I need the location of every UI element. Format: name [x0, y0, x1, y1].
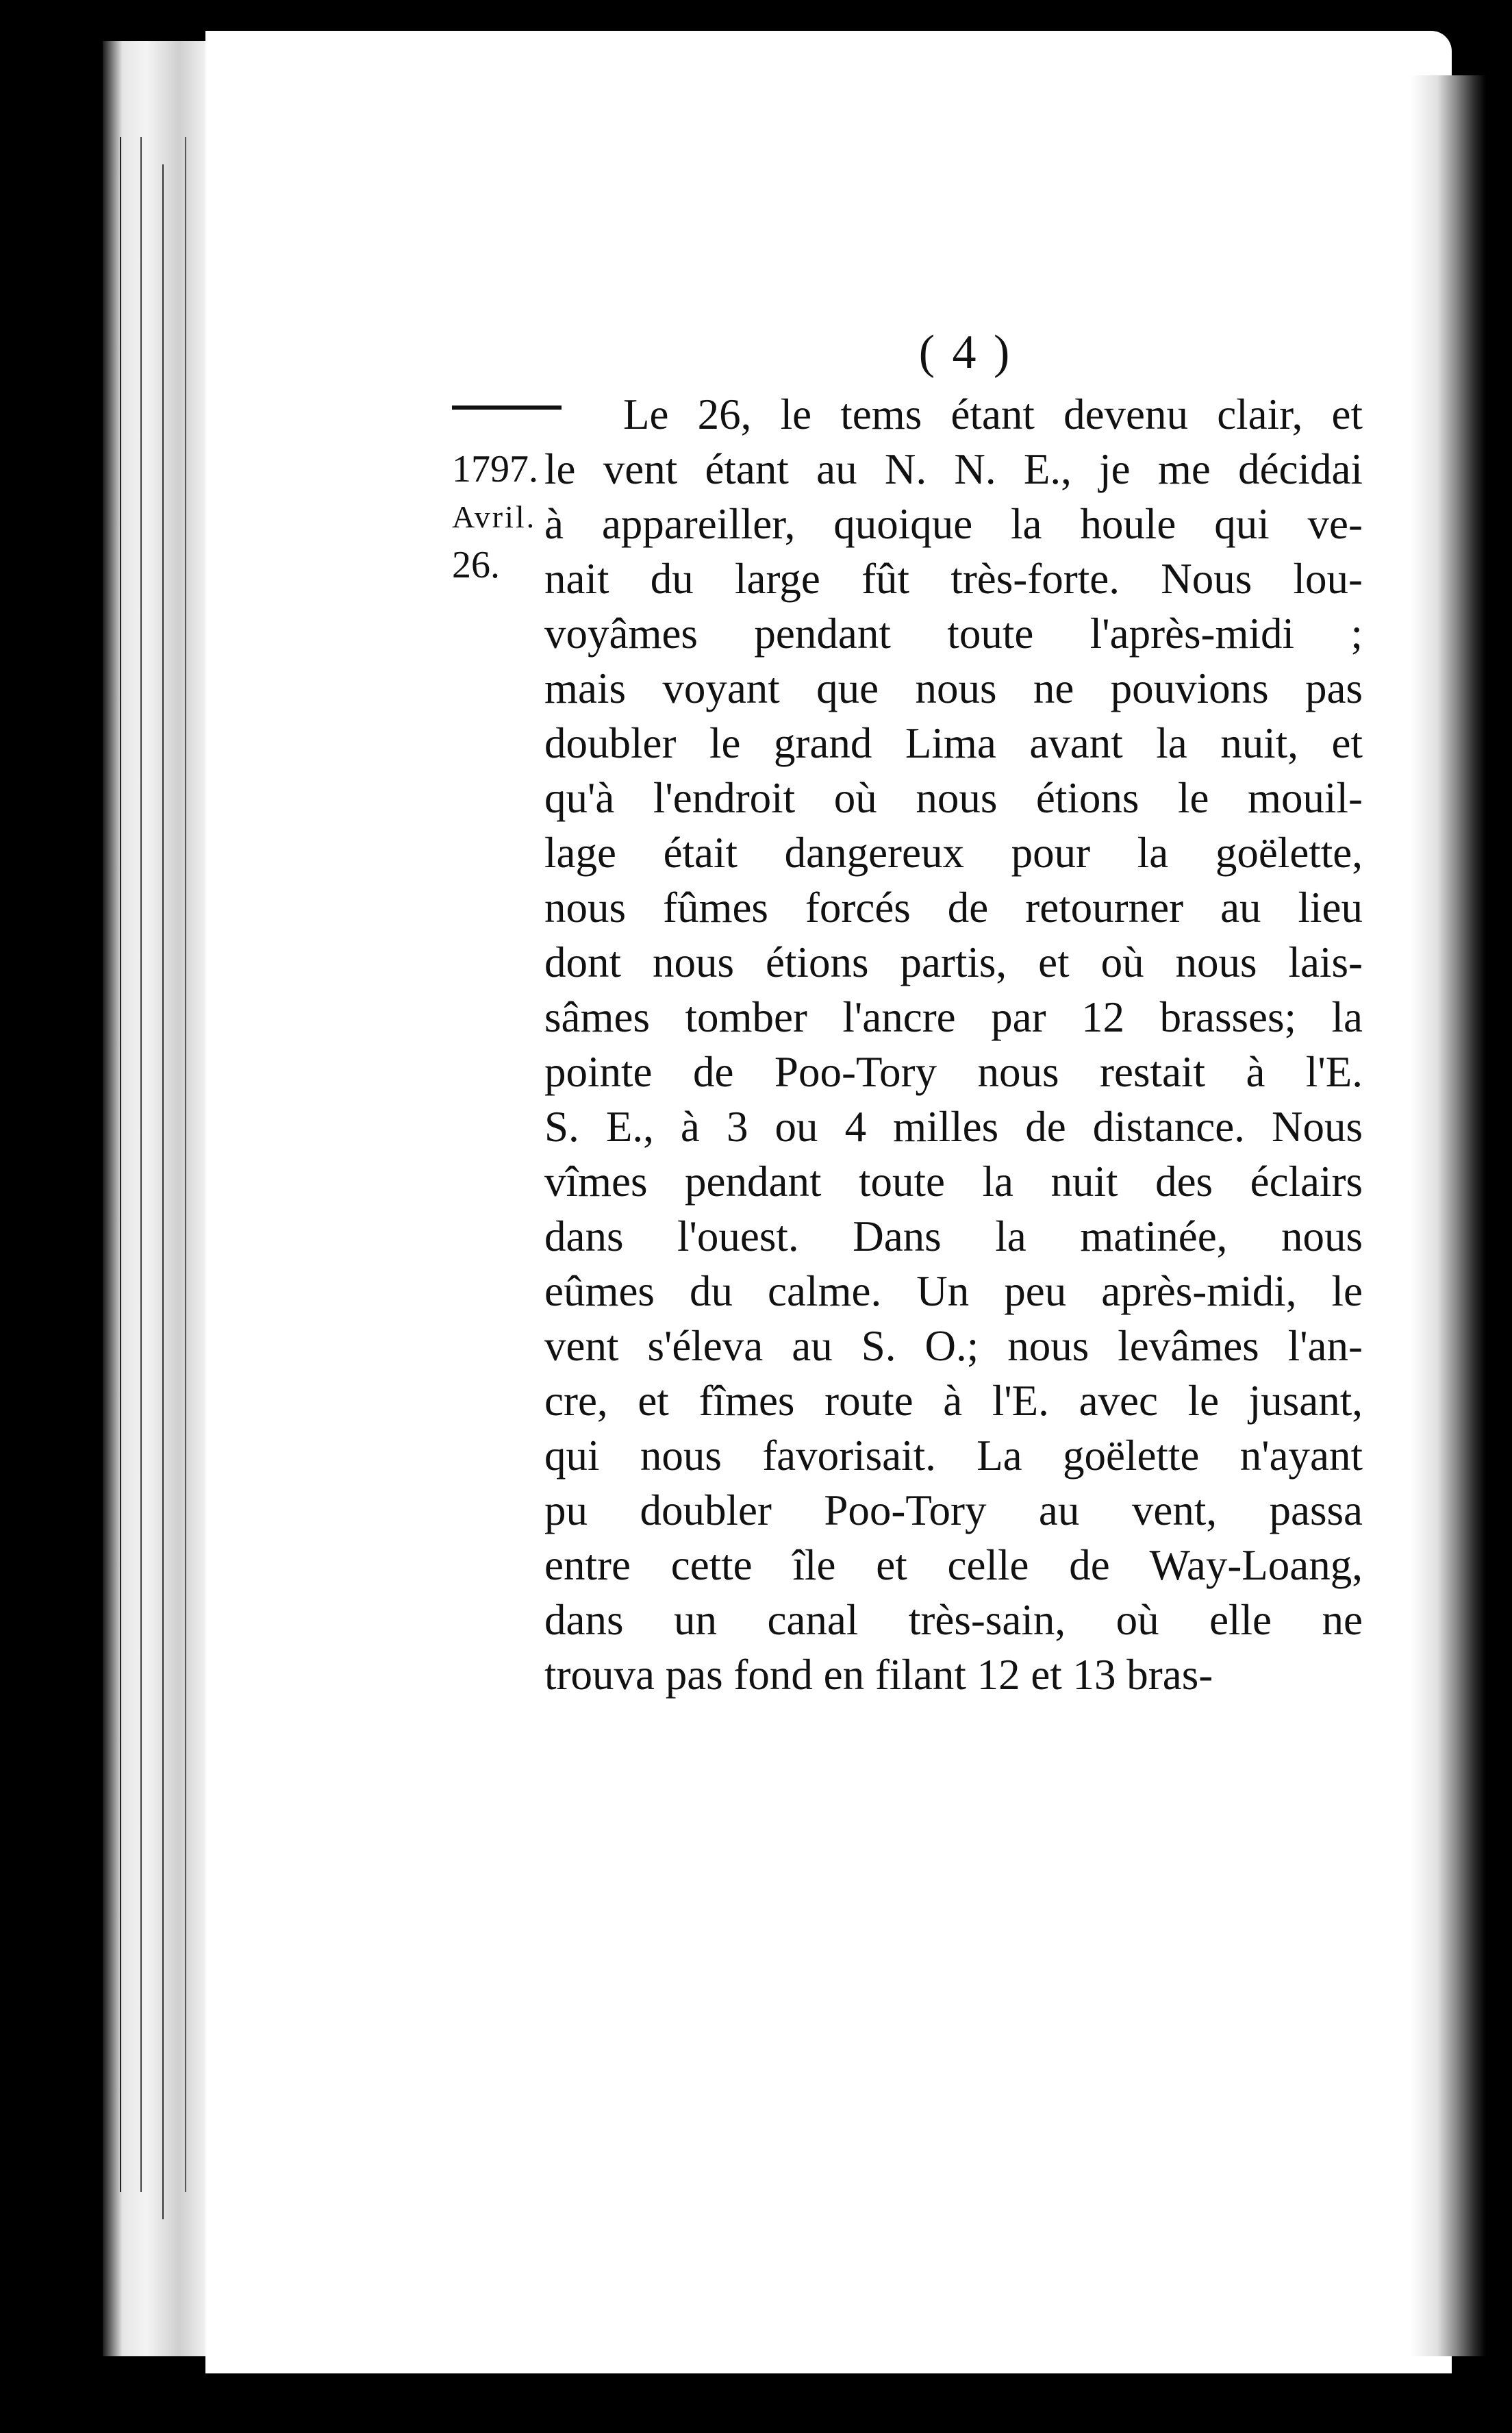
text-line: pointe de Poo-Tory nous restait à l'E.: [544, 1048, 1363, 1096]
page-number: ( 4 ): [918, 326, 1013, 379]
text-line: Le 26, le tems étant devenu clair, et: [623, 390, 1363, 438]
margin-note-year: 1797.: [452, 448, 538, 490]
text-line: sâmes tomber l'ancre par 12 brasses; la: [544, 993, 1363, 1041]
margin-note-day: 26.: [452, 544, 500, 586]
text-line: eûmes du calme. Un peu après-midi, le: [544, 1267, 1363, 1315]
text-line: vîmes pendant toute la nuit des éclairs: [544, 1158, 1363, 1206]
text-line: nait du large fût très-forte. Nous lou-: [544, 555, 1363, 603]
text-line: entre cette île et celle de Way-Loang,: [544, 1541, 1363, 1589]
text-line: lage était dangereux pour la goëlette,: [544, 829, 1363, 877]
text-line: qu'à l'endroit où nous étions le mouil-: [544, 774, 1363, 822]
text-line: dans l'ouest. Dans la matinée, nous: [544, 1212, 1363, 1260]
text-line: à appareiller, quoique la houle qui ve-: [544, 500, 1363, 548]
book-binding-edge: [103, 41, 212, 2356]
text-line: le vent étant au N. N. E., je me décidai: [544, 445, 1363, 493]
text-line: S. E., à 3 ou 4 milles de distance. Nous: [544, 1103, 1363, 1151]
text-line: trouva pas fond en filant 12 et 13 bras-: [544, 1651, 1213, 1699]
text-line: dans un canal très-sain, où elle ne: [544, 1596, 1363, 1644]
margin-note-month: Avril.: [452, 499, 537, 534]
text-line: mais voyant que nous ne pouvions pas: [544, 664, 1363, 712]
text-line: cre, et fîmes route à l'E. avec le jusant,: [544, 1377, 1363, 1425]
binding-page-edges: [120, 137, 121, 2192]
text-line: qui nous favorisait. La goëlette n'ayant: [544, 1432, 1363, 1480]
text-line: nous fûmes forcés de retourner au lieu: [544, 884, 1363, 932]
text-line: doubler le grand Lima avant la nuit, et: [544, 719, 1363, 767]
text-line: dont nous étions partis, et où nous lais-: [544, 938, 1363, 986]
text-line: vent s'éleva au S. O.; nous levâmes l'an-: [544, 1322, 1363, 1370]
page-right-edge-shadow: [1411, 75, 1486, 2356]
text-line: pu doubler Poo-Tory au vent, passa: [544, 1486, 1363, 1534]
body-text: [544, 387, 1363, 1702]
text-line: voyâmes pendant toute l'après-midi ;: [544, 610, 1363, 658]
